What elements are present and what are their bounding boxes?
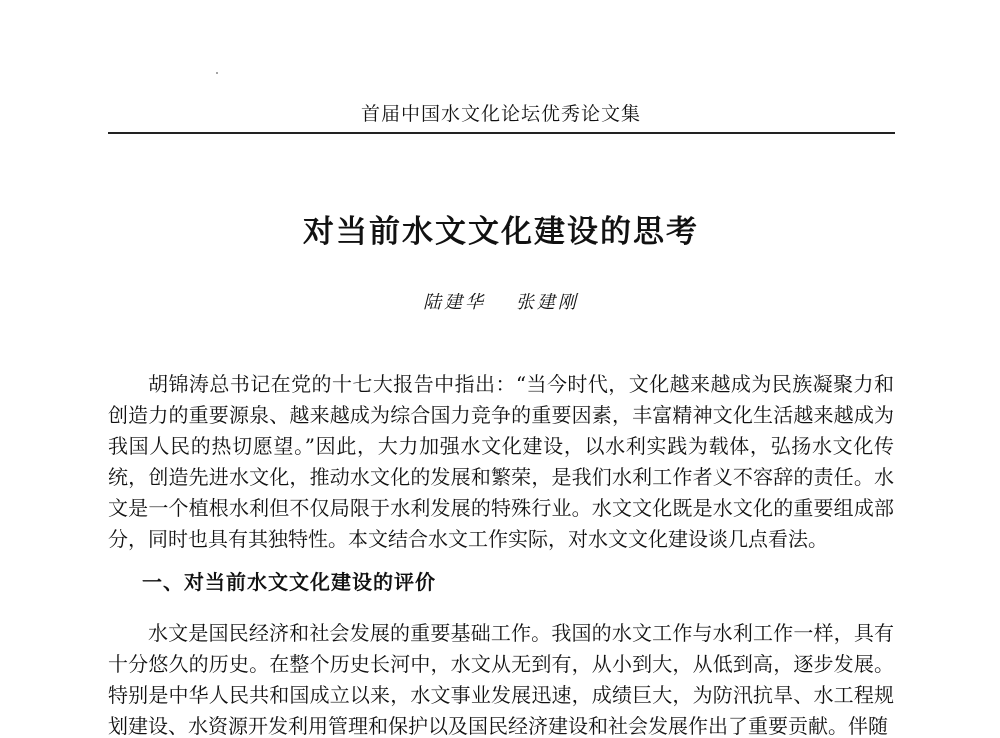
author-name: 陆建华 [423,292,487,313]
scan-speck [216,72,218,74]
section-heading: 一、对当前水文文化建设的评价 [142,570,436,594]
intro-paragraph: 胡锦涛总书记在党的十七大报告中指出：“当今时代，文化越来越成为民族凝聚力和创造力的重要源泉、越来越成为综合国力竞争的重要因素，丰富精神文化生活越来越成为我国人民的热切愿望。”因此，大力加强水文化建设，以水利实践为载体，弘扬水文化传统，创造先进水文化，推动水文化的发展和繁荣，是我们水利工作者义不容辞的责任。水文是一个植根水利但不仅局限于水利发展的特殊行业。水文文化既是水文化的重要组成部分，同时也具有其独特性。本文结合水文工作实际，对水文文化建设谈几点看法。 [108,372,894,551]
author-name: 张建刚 [515,292,579,313]
header-rule [108,132,895,134]
running-header: 首届中国水文化论坛优秀论文集 [360,103,641,125]
article-title: 对当前水文文化建设的思考 [303,214,699,250]
author-line [108,291,894,315]
section-paragraph: 水文是国民经济和社会发展的重要基础工作。我国的水文工作与水利工作一样，具有十分悠久的历史。在整个历史长河中，水文从无到有，从小到大，从低到高，逐步发展。特别是中华人民共和国成立以来，水文事业发展迅速，成绩巨大，为防汛抗旱、水工程规划建设、水资源开发利用管理和保护以及国民经济建设和社会发展作出了重要贡献。伴随 [108,621,894,738]
